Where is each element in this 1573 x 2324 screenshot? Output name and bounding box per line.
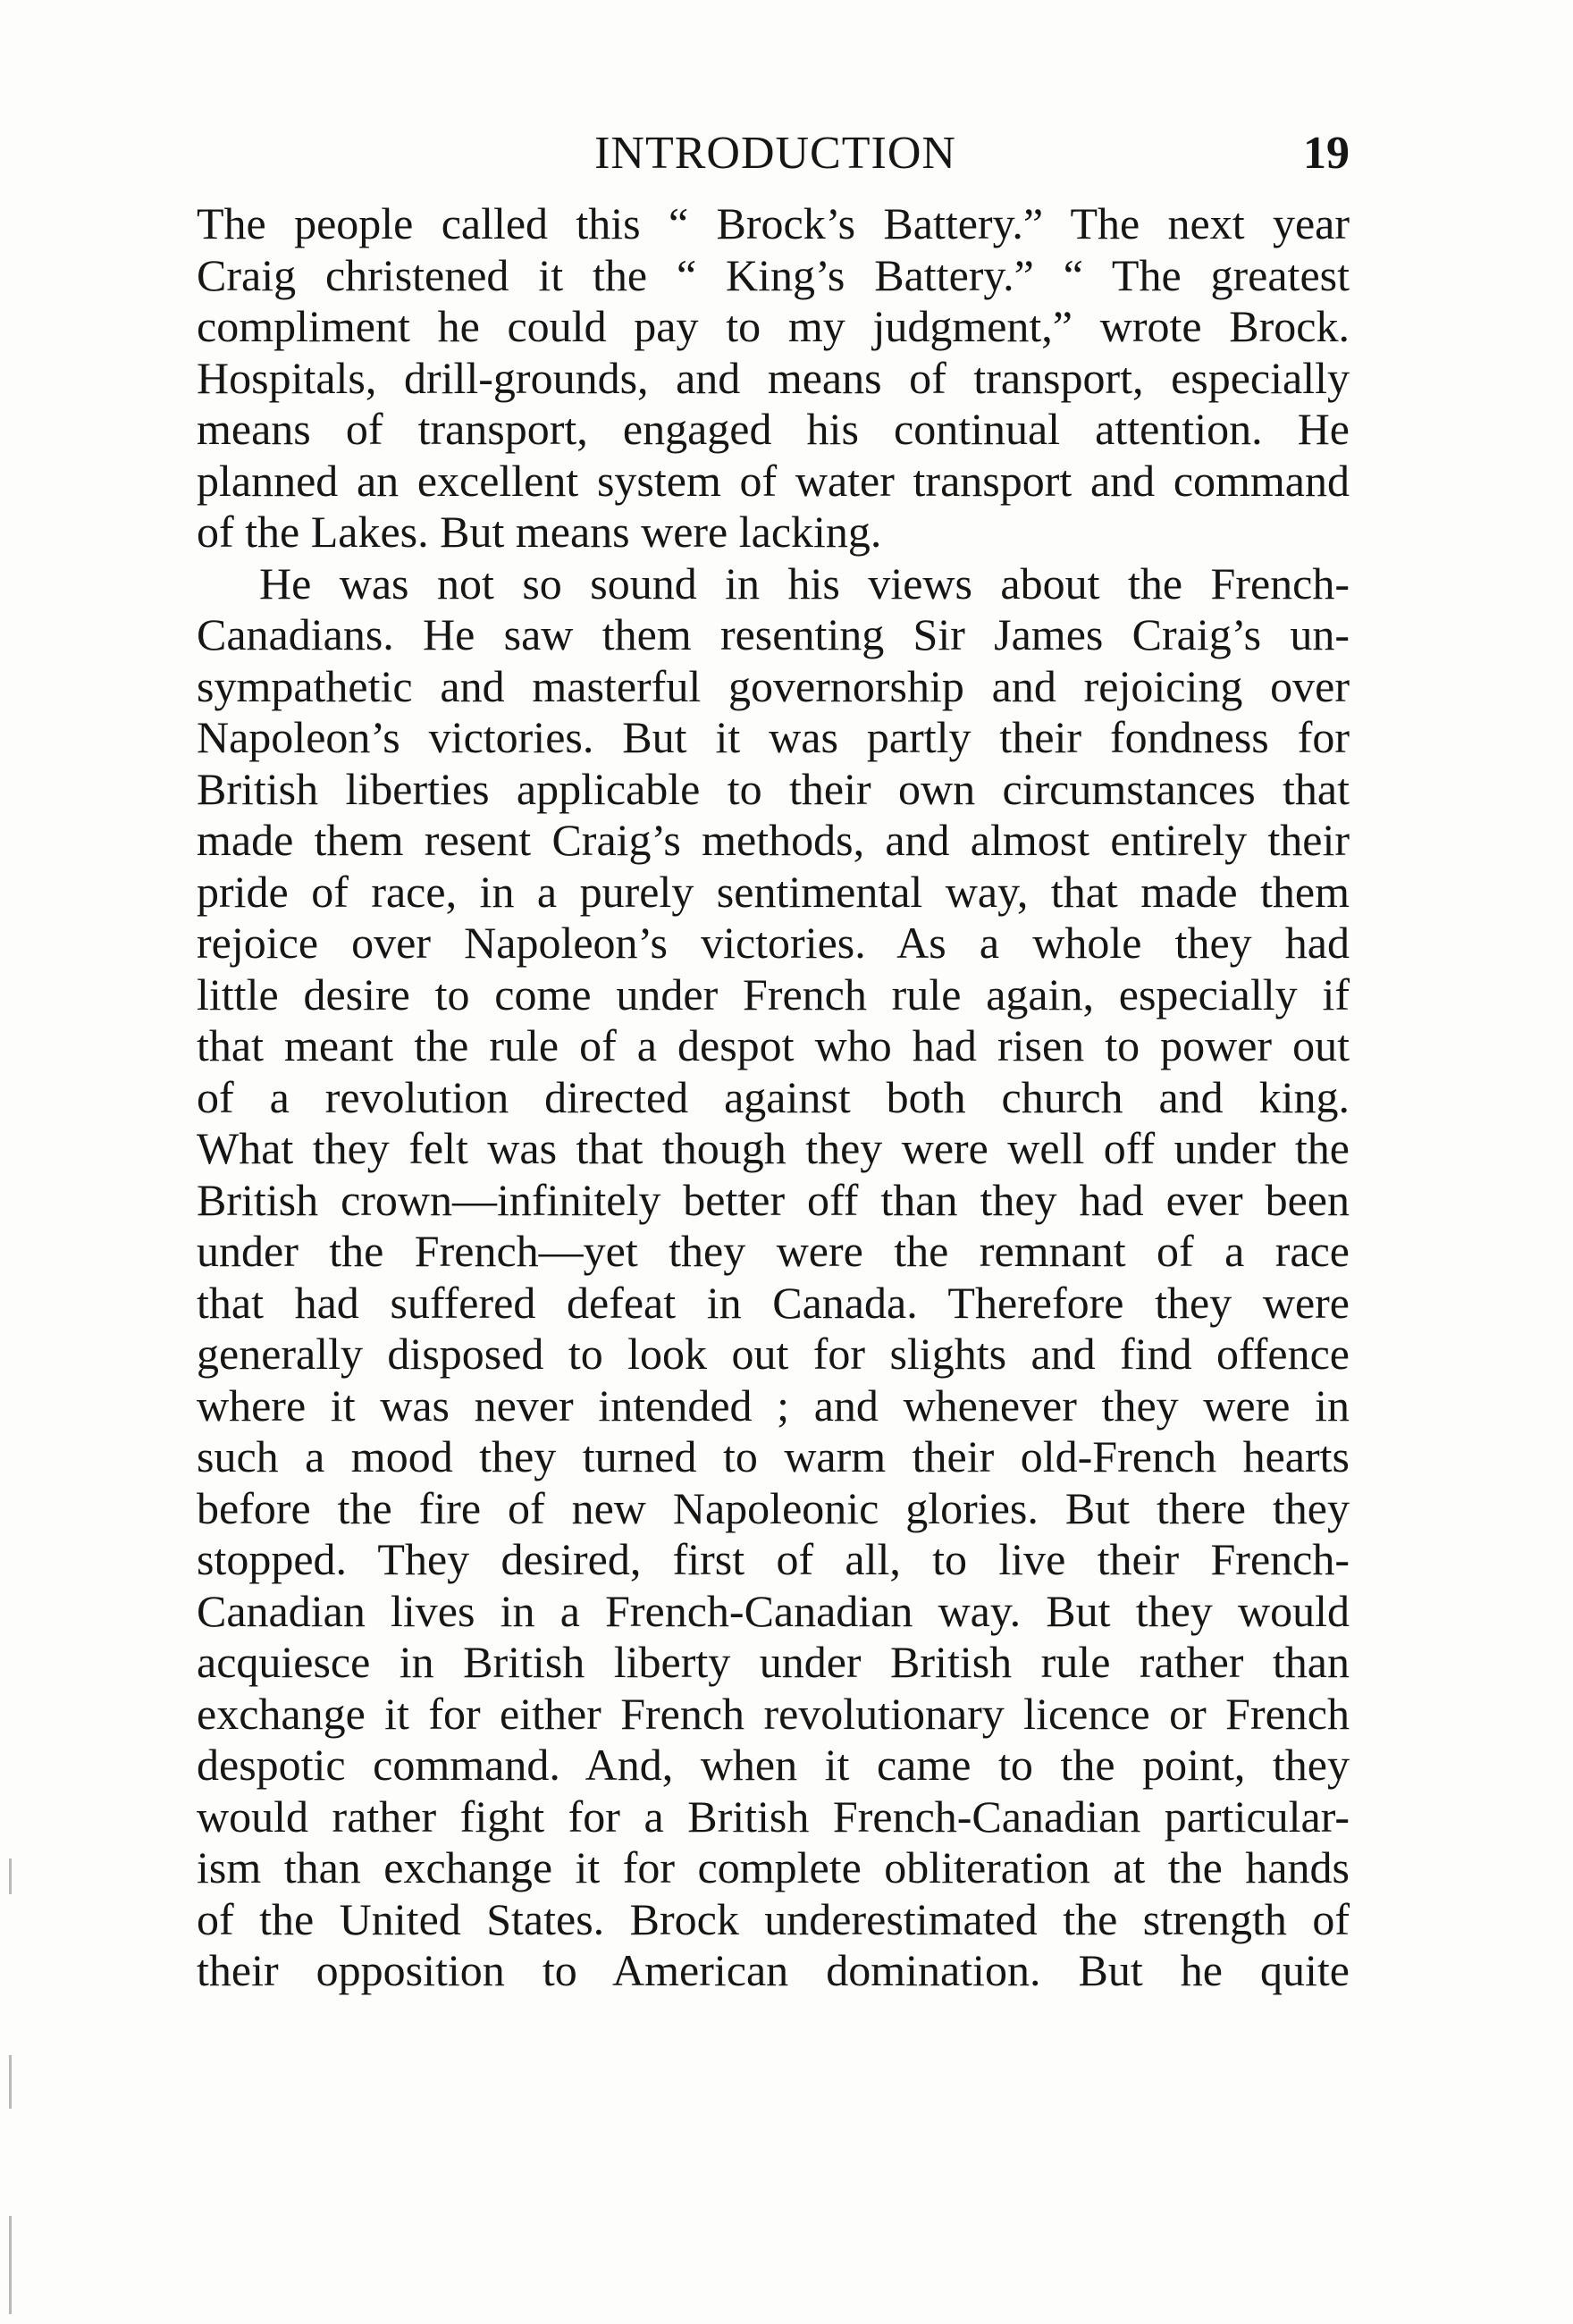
text-line: that had suffered defeat in Canada. Therefore they were (197, 1277, 1350, 1328)
text-line: pride of race, in a purely sentimental way, that made them (197, 866, 1350, 917)
body-text (197, 198, 1350, 1997)
text-line: their opposition to American domination. But he quite (197, 1945, 1350, 1995)
text-line: such a mood they turned to warm their old-French hearts (197, 1431, 1350, 1481)
text-line: He was not so sound in his views about the French- (259, 558, 1350, 608)
text-line: made them resent Craig’s methods, and almost entirely their (197, 815, 1350, 865)
running-head (201, 127, 1350, 189)
text-line: rejoice over Napoleon’s victories. As a whole they had (197, 918, 1350, 968)
text-line: Hospitals, drill-grounds, and means of transport, especially (197, 352, 1350, 403)
scan-margin-mark (9, 2055, 12, 2109)
text-line: of the United States. Brock underestimated the strength of (197, 1893, 1350, 1944)
text-line: British liberties applicable to their own circumstances that (197, 763, 1350, 814)
text-line: compliment he could pay to my judgment,” wrote Brock. (197, 301, 1350, 351)
text-line: generally disposed to look out for slights and find offence (197, 1329, 1350, 1379)
text-line: would rather fight for a British French-Canadian particular- (197, 1791, 1350, 1842)
text-line: planned an excellent system of water transport and command (197, 455, 1350, 506)
text-line: Canadian lives in a French-Canadian way. But they would (197, 1585, 1350, 1636)
text-line: means of transport, engaged his continual attention. He (197, 404, 1350, 454)
text-line: The people called this “ Brock’s Battery.” The next year (197, 198, 1350, 248)
text-line: Napoleon’s victories. But it was partly their fondness for (197, 712, 1350, 762)
text-line: acquiesce in British liberty under British rule rather than (197, 1637, 1350, 1687)
text-line: What they felt was that though they were well off under the (197, 1123, 1350, 1173)
section-title: INTRODUCTION (594, 128, 956, 179)
text-line: British crown—infinitely better off than they had ever been (197, 1174, 1350, 1225)
text-line: under the French—yet they were the remnant of a race (197, 1226, 1350, 1276)
text-line: stopped. They desired, first of all, to live their French- (197, 1534, 1350, 1584)
text-line: of a revolution directed against both church and king. (197, 1071, 1350, 1122)
scan-margin-mark (9, 2216, 12, 2314)
text-line: little desire to come under French rule again, especially if (197, 969, 1350, 1019)
text-line: Canadians. He saw them resenting Sir James Craig’s un- (197, 609, 1350, 659)
text-line: where it was never intended ; and whenever they were in (197, 1380, 1350, 1430)
text-line: sympathetic and masterful governorship and rejoicing over (197, 660, 1350, 711)
page-number: 19 (1303, 128, 1350, 179)
text-line: ism than exchange it for complete obliteration at the hands (197, 1842, 1350, 1892)
text-line: Craig christened it the “ King’s Battery.” “ The greatest (197, 249, 1350, 300)
text-line: despotic command. And, when it came to the point, they (197, 1740, 1350, 1790)
text-line: before the fire of new Napoleonic glories. But there they (197, 1482, 1350, 1533)
scan-margin-mark (9, 1858, 12, 1894)
text-line: that meant the rule of a despot who had risen to power out (197, 1020, 1350, 1070)
text-line: of the Lakes. But means were lacking. (197, 507, 882, 557)
text-line: exchange it for either French revolutionary licence or French (197, 1688, 1350, 1739)
